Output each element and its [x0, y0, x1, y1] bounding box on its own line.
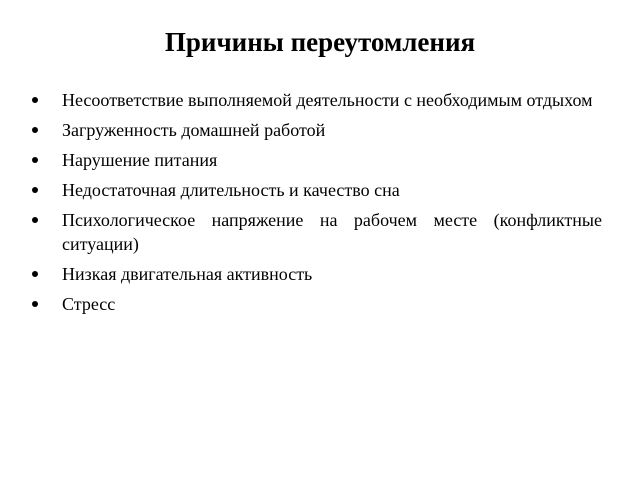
list-item: [32, 262, 602, 286]
bullet-dot-icon: [32, 217, 38, 223]
list-item: [32, 88, 602, 112]
bullet-dot-icon: [32, 157, 38, 163]
bullet-text: Недостаточная длительность и качество сна: [62, 180, 400, 200]
bullet-text: Психологическое напряжение на рабочем месте (конфликтные ситуации): [62, 210, 602, 254]
bullet-dot-icon: [32, 187, 38, 193]
bullet-text: Загруженность домашней работой: [62, 120, 326, 140]
bullet-dot-icon: [32, 127, 38, 133]
bullet-dot-icon: [32, 97, 38, 103]
list-item: [32, 292, 602, 316]
bullet-dot-icon: [32, 271, 38, 277]
bullet-dot-icon: [32, 301, 38, 307]
slide-title: Причины переутомления: [164, 27, 476, 57]
bullet-list: [32, 88, 602, 322]
list-item: [32, 178, 602, 202]
bullet-text: Низкая двигательная активность: [62, 264, 313, 284]
bullet-text: Нарушение питания: [62, 150, 218, 170]
bullet-text: Стресс: [62, 294, 116, 314]
bullet-text: Несоответствие выполняемой деятельности с необходимым отдыхом: [62, 90, 593, 110]
list-item: [32, 208, 602, 256]
list-item: [32, 118, 602, 142]
list-item: [32, 148, 602, 172]
